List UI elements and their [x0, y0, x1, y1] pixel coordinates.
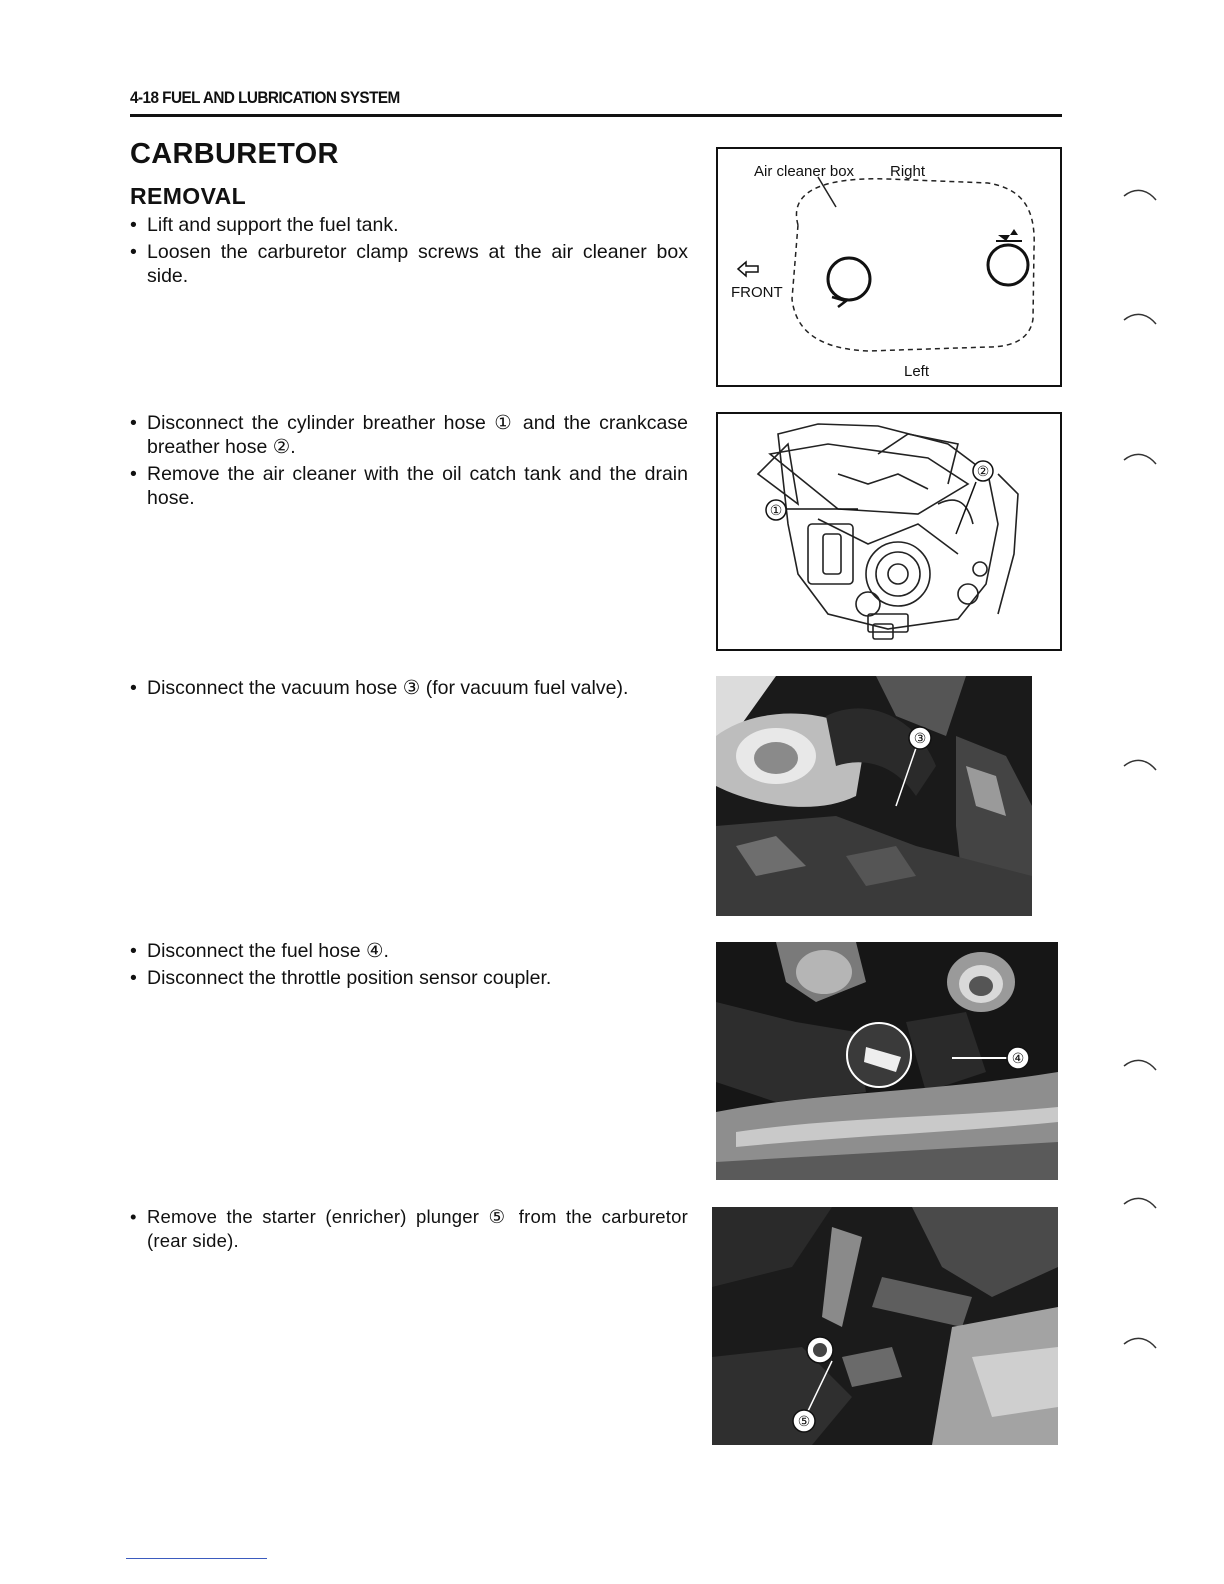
step-item: • Loosen the carburetor clamp screws at the air cleaner box side.	[128, 240, 688, 288]
step-item: • Disconnect the throttle position sensor coupler.	[128, 966, 688, 990]
callout-2: ②	[976, 463, 990, 479]
step-item: • Lift and support the fuel tank.	[128, 213, 688, 237]
margin-mark	[1122, 188, 1158, 202]
label-right: Right	[890, 163, 926, 180]
label-left: Left	[904, 363, 930, 380]
margin-mark	[1122, 312, 1158, 326]
step-item: • Disconnect the vacuum hose ③ (for vacuum fuel valve).	[128, 676, 688, 700]
air-cleaner-diagram-svg	[718, 149, 1060, 385]
label-air-cleaner-box: Air cleaner box	[754, 163, 855, 180]
margin-mark	[1122, 1196, 1158, 1210]
steps-group-4	[128, 939, 688, 993]
engine-breather-diagram	[716, 412, 1062, 651]
margin-mark	[1122, 758, 1158, 772]
step-item: • Disconnect the cylinder breather hose ① and the crankcase breather hose ②.	[128, 411, 688, 459]
steps-group-2	[128, 411, 688, 513]
margin-mark	[1122, 1336, 1158, 1350]
starter-plunger-photo	[712, 1207, 1058, 1445]
steps-group-3	[128, 676, 688, 703]
margin-mark	[1122, 1058, 1158, 1072]
fuel-hose-photo-svg	[716, 942, 1058, 1180]
callout-4: ④	[1011, 1050, 1025, 1066]
section-subtitle: REMOVAL	[130, 183, 247, 209]
step-item: • Disconnect the fuel hose ④.	[128, 939, 688, 963]
footer-rule	[126, 1558, 267, 1559]
header-text: 4-18 FUEL AND LUBRICATION SYSTEM	[130, 88, 400, 107]
callout-5: ⑤	[797, 1413, 811, 1429]
vacuum-hose-photo-svg	[716, 676, 1032, 916]
page-header	[130, 86, 1062, 117]
steps-group-5	[128, 1205, 688, 1256]
label-front: FRONT	[731, 284, 783, 301]
engine-breather-diagram-svg	[718, 414, 1060, 649]
steps-group-1	[128, 213, 688, 291]
air-cleaner-diagram	[716, 147, 1062, 387]
margin-mark	[1122, 452, 1158, 466]
step-item: • Remove the air cleaner with the oil catch tank and the drain hose.	[128, 462, 688, 510]
starter-plunger-photo-svg	[712, 1207, 1058, 1445]
section-title: CARBURETOR	[130, 138, 339, 170]
vacuum-hose-photo	[716, 676, 1032, 916]
callout-3: ③	[913, 730, 927, 746]
step-item: • Remove the starter (enricher) plunger ⑤ from the carburetor (rear side).	[128, 1205, 688, 1253]
callout-1: ①	[769, 502, 783, 518]
fuel-hose-photo	[716, 942, 1058, 1180]
